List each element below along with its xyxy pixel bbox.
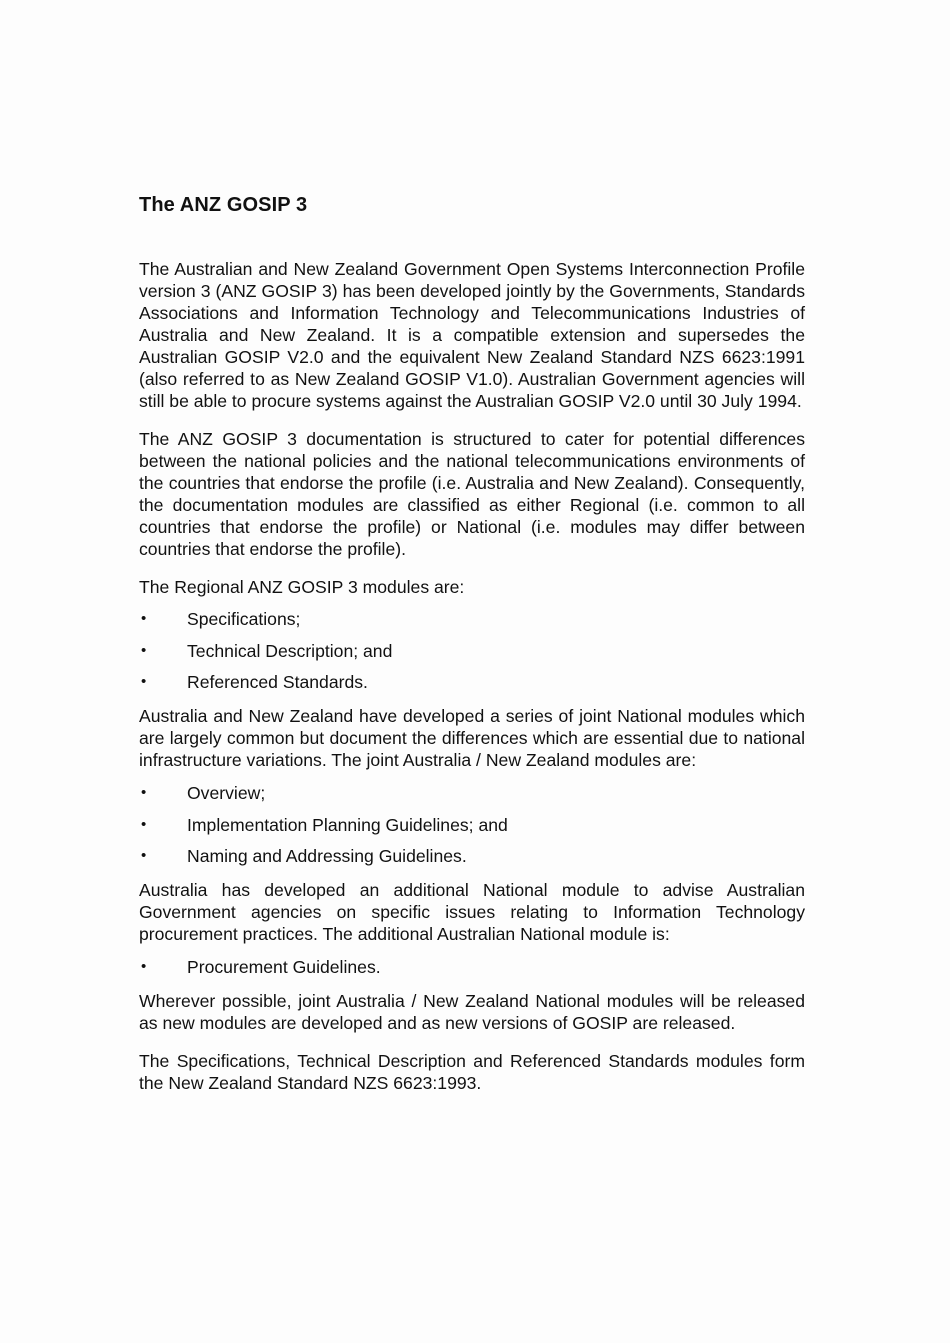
list-item-text: Procurement Guidelines.	[187, 957, 381, 977]
paragraph-intro: The Australian and New Zealand Government Open Systems Interconnection Profile version 3 (ANZ GOSIP 3) has been developed jointly by the Governments, Standards Associations and Information Technology and Telecommunications Industries of Australia and New Zealand. It is a compatible extension and supersedes the Australian GOSIP V2.0 and the equivalent New Zealand Standard NZS 6623:1991 (also referred to as New Zealand GOSIP V1.0). Australian Government agencies will still be able to procure systems against the Australian GOSIP V2.0 until 30 July 1994.	[139, 259, 805, 411]
bullet-icon: •	[141, 958, 147, 975]
list-item	[139, 956, 805, 978]
list-item-text: Specifications;	[187, 609, 301, 629]
joint-modules-list	[139, 782, 805, 867]
paragraph-structure: The ANZ GOSIP 3 documentation is structured to cater for potential differences between the national policies and the national telecommunications environments of the countries that endorse the profile (i.e. Australia and New Zealand). Consequently, the documentation modules are classified as either Regional (i.e. common to all countries that endorse the profile) or National (i.e. modules may differ between countries that endorse the profile).	[139, 429, 805, 559]
bullet-icon: •	[141, 610, 147, 627]
list-item-text: Overview;	[187, 783, 266, 803]
paragraph-regional-intro: The Regional ANZ GOSIP 3 modules are:	[139, 577, 465, 597]
document-body	[139, 193, 805, 1110]
list-item	[139, 845, 805, 867]
paragraph-joint-intro: Australia and New Zealand have developed a series of joint National modules which are largely common but document the differences which are essential due to national infrastructure variations. The joint Australia / New Zealand modules are:	[139, 706, 805, 770]
list-item	[139, 671, 805, 693]
paragraph-australian-intro: Australia has developed an additional National module to advise Australian Government agencies on specific issues relating to Information Technology procurement practices. The additional Australian National module is:	[139, 880, 805, 944]
list-item	[139, 782, 805, 804]
list-item-text: Technical Description; and	[187, 640, 393, 661]
bullet-icon: •	[141, 784, 147, 801]
paragraph-release: Wherever possible, joint Australia / New Zealand National modules will be released as new modules are developed and as new versions of GOSIP are released.	[139, 991, 805, 1033]
bullet-icon: •	[141, 815, 147, 833]
bullet-icon: •	[141, 673, 147, 690]
regional-modules-list	[139, 608, 805, 693]
document-title: The ANZ GOSIP 3	[139, 194, 308, 216]
list-item	[139, 608, 805, 630]
bullet-icon: •	[141, 847, 147, 864]
paragraph-standard: The Specifications, Technical Description and Referenced Standards modules form the New Zealand Standard NZS 6623:1993.	[139, 1051, 805, 1093]
list-item-text: Referenced Standards.	[187, 672, 368, 692]
list-item-text: Implementation Planning Guidelines; and	[187, 814, 508, 835]
list-item	[139, 814, 805, 836]
list-item	[139, 640, 805, 662]
list-item-text: Naming and Addressing Guidelines.	[187, 846, 467, 866]
australian-modules-list	[139, 956, 805, 978]
bullet-icon: •	[141, 641, 147, 659]
